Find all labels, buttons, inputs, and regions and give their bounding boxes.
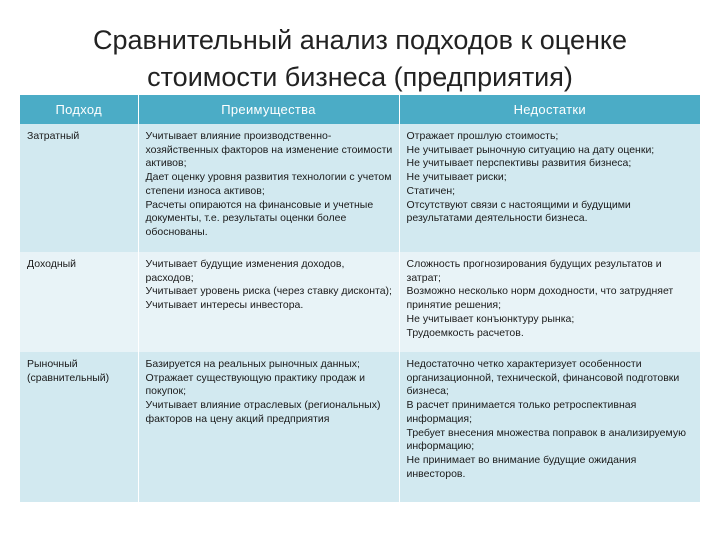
cell-line: Учитывает влияние производственно-хозяйственных факторов на изменение стоимости активов;: [145, 130, 393, 170]
cell-line: Не учитывает риски;: [406, 171, 507, 184]
cell-line: Учитывает интересы инвестора.: [145, 299, 304, 312]
cell-line: Трудоемкость расчетов.: [406, 326, 524, 339]
table-row: [20, 124, 700, 252]
header-advantages: Преимущества: [138, 95, 399, 124]
disadvantages-cell: [399, 352, 700, 502]
table-header-row: [20, 95, 700, 124]
cell-line: Не учитывает конъюнктуру рынка;: [406, 312, 575, 325]
table-row: [20, 252, 700, 352]
title-line-1: Сравнительный анализ подходов к оценке: [92, 25, 627, 55]
advantages-cell: [138, 352, 399, 502]
cell-line: Требует внесения множества поправок в анализируемую информацию;: [406, 426, 686, 453]
cell-line: Не учитывает перспективы развития бизнеса;: [406, 157, 632, 170]
cell-line: Не учитывает рыночную ситуацию на дату оценки;: [406, 143, 655, 156]
cell-line: Дает оценку уровня развития технологии с учетом степени износа активов;: [145, 171, 392, 197]
cell-line: Отсутствуют связи с настоящими и будущими результатами деятельности бизнеса.: [406, 198, 631, 225]
approach-cell: Доходный: [20, 252, 138, 352]
approach-cell: Рыночный (сравнительный): [20, 352, 138, 502]
header-disadvantages: Недостатки: [399, 95, 700, 124]
disadvantages-cell: [399, 124, 700, 252]
cell-line: Базируется на реальных рыночных данных;: [145, 358, 360, 370]
advantages-cell: [138, 252, 399, 352]
cell-line: Возможно несколько норм доходности, что затрудняет принятие решения;: [406, 285, 674, 312]
cell-line: Не принимает во внимание будущие ожидания инвесторов.: [406, 453, 637, 480]
cell-line: В расчет принимается только ретроспективная информация;: [406, 399, 637, 425]
cell-line: Отражает существующую практику продаж и покупок;: [145, 371, 365, 398]
cell-line: Расчеты опираются на финансовые и учетные документы, т.е. результаты оценки более обоснованы.: [145, 198, 374, 238]
table-row: [20, 352, 700, 502]
disadvantages-cell: [399, 252, 700, 352]
header-approach: Подход: [20, 95, 138, 124]
cell-line: Статичен;: [406, 184, 456, 197]
cell-line: Сложность прогнозирования будущих результатов и затрат;: [406, 258, 662, 284]
cell-line: Учитывает будущие изменения доходов, расходов;: [145, 258, 345, 284]
cell-line: Учитывает влияние отраслевых (региональных) факторов на цену акций предприятия: [145, 399, 381, 425]
title-line-2: стоимости бизнеса (предприятия): [147, 62, 573, 92]
cell-line: Отражает прошлую стоимость;: [406, 130, 559, 142]
page-title: [40, 22, 680, 96]
advantages-cell: [138, 124, 399, 252]
cell-line: Недостаточно четко характеризует особенности организационной, технической, финансовой подготовки бизнеса;: [406, 358, 680, 398]
cell-line: Учитывает уровень риска (через ставку дисконта);: [145, 285, 392, 298]
approach-cell: Затратный: [20, 124, 138, 252]
comparison-table: [20, 95, 700, 502]
